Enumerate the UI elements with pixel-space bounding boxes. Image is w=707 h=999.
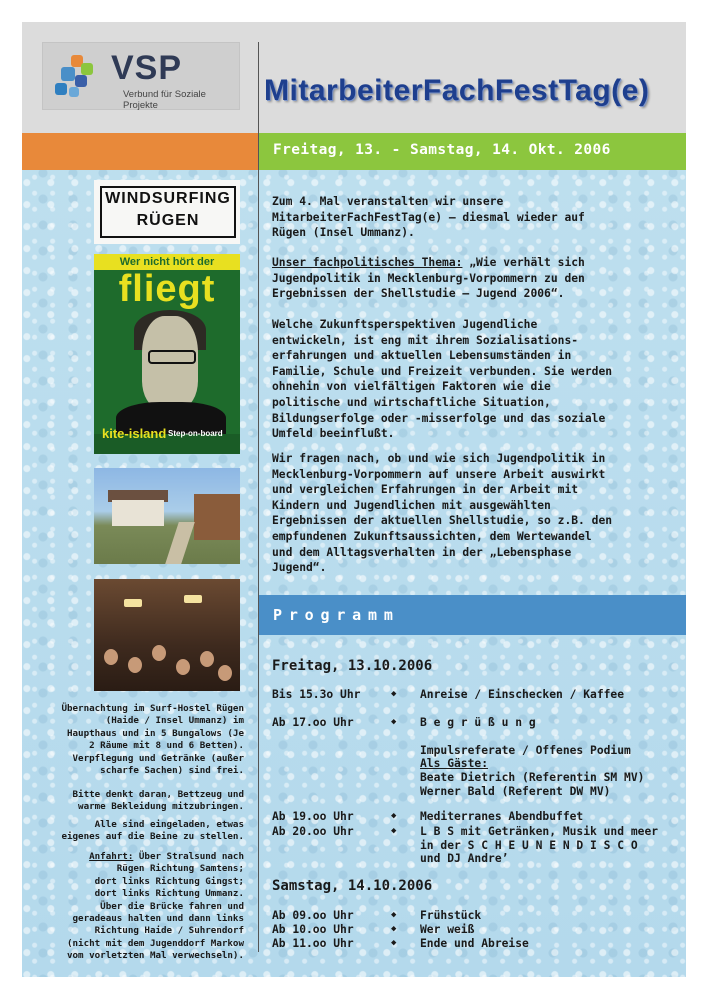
schedule-time: Ab 19.oo Uhr — [272, 810, 354, 823]
schedule-time: Ab 20.oo Uhr — [272, 825, 354, 838]
logo-text: VSP — [111, 49, 183, 87]
schedule-desc: Ende und Abreise — [420, 937, 529, 950]
schedule-desc: Impulsreferate / Offenes Podium — [420, 744, 631, 757]
schedule-time: Bis 15.3o Uhr — [272, 688, 361, 701]
programm-band — [259, 595, 686, 635]
schedule-time: Ab 17.oo Uhr — [272, 716, 354, 729]
saturday-heading: Samstag, 14.10.2006 — [272, 878, 433, 894]
schedule-desc: Wer weiß — [420, 923, 475, 936]
party-photo — [94, 579, 240, 691]
logo-subtitle: Verbund für Soziale Projekte — [123, 89, 206, 111]
flyer-page — [22, 22, 686, 977]
directions — [22, 851, 244, 963]
directions-label: Anfahrt: — [89, 851, 134, 862]
schedule-desc: Anreise / Einschecken / Kaffee — [420, 688, 625, 701]
kite-brand: kite-island — [102, 426, 167, 441]
event-dates: Freitag, 13. - Samstag, 14. Okt. 2006 — [273, 142, 611, 158]
programm-title: Programm — [273, 606, 400, 624]
accommodation-info: Übernachtung im Surf-Hostel Rügen (Haide / Insel Ummanz) im Haupthaus und in 5 Bungalows (Je 2 Räume mit 8 und 6 Betten). Verpflegung und Getränke (außer scharfe Sachen) sind frei. — [61, 703, 244, 777]
bullet-icon: ◆ — [391, 826, 397, 836]
vsp-logo — [42, 42, 240, 110]
directions-first-line: Über Stralsund nach — [133, 851, 244, 862]
bring-note: Bitte denkt daran, Bettzeug und warme Bekleidung mitzubringen. — [72, 789, 244, 813]
schedule-desc: Mediterranes Abendbuffet — [420, 810, 584, 823]
theme-paragraph — [272, 255, 680, 302]
theme-label: Unser fachpolitisches Thema: — [272, 256, 463, 269]
bullet-icon: ◆ — [391, 811, 397, 821]
orange-band — [22, 133, 258, 170]
schedule-desc: L B S mit Getränken, Musik und meer in der S C H E U N E N D I S C O und DJ Andre’ — [420, 825, 659, 866]
intro-paragraph: Zum 4. Mal veranstalten wir unsere MitarbeiterFachFestTag(e) – diesmal wieder auf Rügen (Insel Ummanz). — [272, 195, 585, 240]
column-divider — [258, 42, 259, 952]
friday-heading: Freitag, 13.10.2006 — [272, 658, 433, 674]
theme-text: „Wie verhält sich Jugendpolitik in Mecklenburg-Vorpommern zu den Ergebnissen der Shellstudie – Jugend 2006“. — [272, 256, 585, 301]
schedule-time: Ab 10.oo Uhr — [272, 923, 354, 936]
kite-headline: fliegt — [118, 268, 216, 310]
header — [22, 22, 686, 133]
kite-sub: Step-on-board — [168, 429, 223, 438]
bullet-icon: ◆ — [391, 910, 397, 920]
hostel-photo — [94, 468, 240, 564]
bullet-icon: ◆ — [391, 938, 397, 948]
schedule-time: Ab 09.oo Uhr — [272, 909, 354, 922]
page-title: MitarbeiterFachFestTag(e) — [264, 74, 650, 107]
questions-paragraph: Wir fragen nach, ob und wie sich Jugendpolitik in Mecklenburg-Vorpommern auf unsere Arbeit auswirkt und vergleichen Erfahrungen in der Arbeit mit Kindern und Jugendlichen mit ausgewählten Ergebnissen der aktuellen Shellstudie, so z.B. den empfundenen Zukunftsaussichten, dem Wertewandel und dem Alltagsverhalten in der „Lebensphase Jugend“. — [272, 452, 613, 575]
bullet-icon: ◆ — [391, 924, 397, 934]
kite-tagline: Wer nicht hört der — [94, 254, 240, 270]
guests-label: Als Gäste: — [420, 757, 489, 770]
bullet-icon: ◆ — [391, 717, 397, 727]
perspectives-paragraph: Welche Zukunftsperspektiven Jugendliche entwickeln, ist eng mit ihrem Sozialisations- erfahrungen und aktuellen Lebensumständen in Familie, Schule und Freizeit verbunden. Sie werden ohnehin von vielfältigen Faktoren wie die politische und wirtschaftliche Situation, Bildungserfolge oder -misserfolge und das soziale Umfeld beeinflußt. — [272, 318, 613, 441]
windsurfing-ruegen-logo — [94, 180, 240, 244]
invite-note: Alle sind eingeladen, etwas eigenes auf die Beine zu stellen. — [61, 819, 244, 843]
schedule-desc: Frühstück — [420, 909, 482, 922]
windsurfing-line2: RÜGEN — [136, 212, 200, 229]
puzzle-logo-icon — [51, 53, 101, 99]
guests-list: Beate Dietrich (Referentin SM MV) Werner Bald (Referent DW MV) — [420, 771, 645, 798]
bullet-icon: ◆ — [391, 689, 397, 699]
schedule-desc: B e g r ü ß u n g — [420, 716, 536, 729]
glasses-icon — [148, 350, 196, 364]
directions-text: Rügen Richtung Samtens; dort links Richtung Gingst; dort links Richtung Ummanz. Über die Brücke fahren und geradeaus halten und dann links Richtung Haide / Suhrendorf (nicht mit dem Jugenddorf Markow vom vorletzten Mal verwechseln). — [66, 863, 244, 962]
windsurfing-line1: WINDSURFING — [105, 190, 231, 207]
date-band — [259, 133, 686, 170]
schedule-time: Ab 11.oo Uhr — [272, 937, 354, 950]
kite-island-poster — [94, 254, 240, 454]
